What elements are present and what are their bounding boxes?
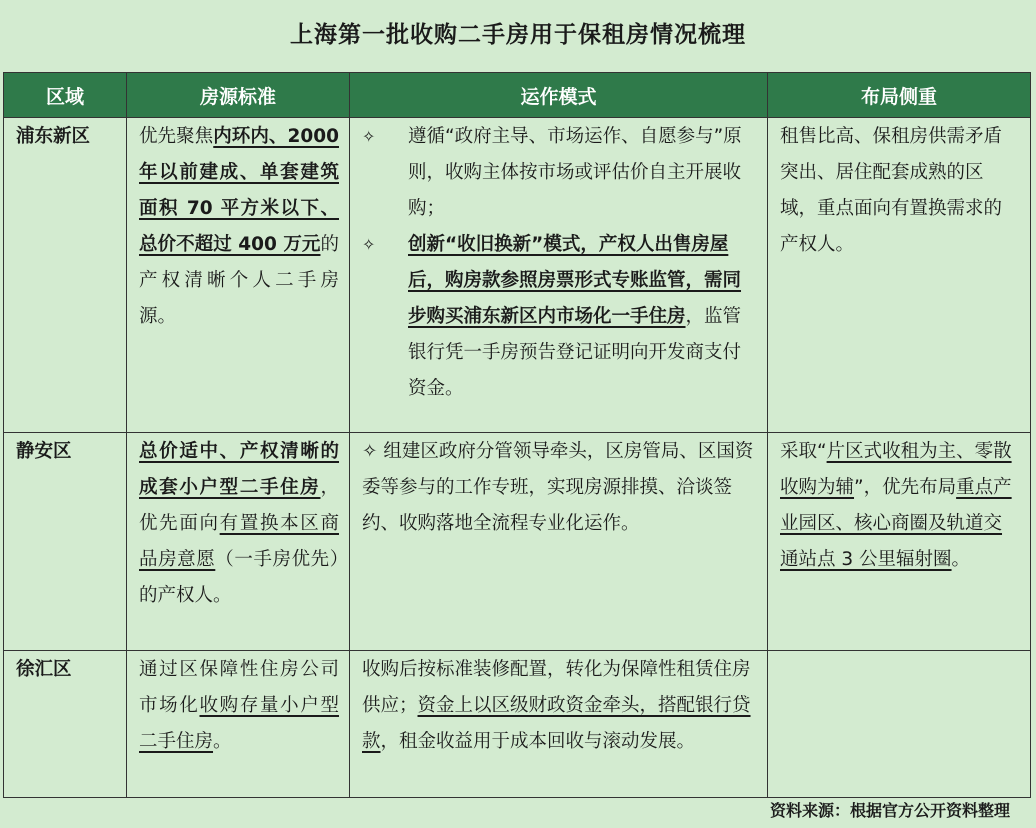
text-segment: 有置换本区商品房意愿 [139,513,339,570]
text-segment: 优先聚焦 [139,126,214,147]
focus-cell [768,433,1031,651]
source-note: 资料来源：根据官方公开资料整理 [769,801,1010,820]
text-segment: 收购后按标准装修配置，转化为保障性租赁住房供应； [362,659,751,716]
text-segment: ，租金收益用于成本回收与滚动发展。 [380,731,696,752]
diamond-icon: ✧ [362,127,376,146]
region-cell: 浦东新区 [4,118,127,433]
policy-table [3,72,1031,798]
standard-cell [127,651,350,798]
focus-cell [768,651,1031,798]
text-segment: ，监管银行凭一手房预告登记证明向开发商支付资金。 [408,306,742,399]
mode-bullet-text [408,227,757,407]
text-segment: （一手房优先）的产权人。 [139,549,339,606]
text-segment: 资金上以区级财政资金牵头，搭配银行贷款 [362,695,751,752]
text-segment: 创新“收旧换新”模式，产权人出售房屋后，购房款参照房票形式专账监管，需同步购买浦东新区内市场化一手住房 [408,234,742,327]
page-title: 上海第一批收购二手房用于保租房情况梳理 [290,22,746,48]
text-segment: 通过区保障性住房公司市场化 [139,659,339,716]
mode-bullet [362,119,757,227]
standard-cell [127,118,350,433]
mode-cell [350,118,768,433]
text-segment: 。 [213,731,232,752]
text-segment: ”，优先布局 [854,477,957,498]
text-segment: 重点产业园区、核心商圈及轨道交通站点 3 公里辐射圈 [780,477,1012,570]
mode-bullet [362,227,757,407]
mode-cell: ✧ 组建区政府分管领导牵头，区房管局、区国资委等参与的工作专班，实现房源排摸、洽谈签约、收购落地全流程专业化运作。 [350,433,768,651]
table-row-jingan [4,433,1031,651]
diamond-icon: ✧ [362,235,376,254]
text-segment: 片区式收租为主、零散收购为辅 [780,441,1012,498]
focus-cell: 租售比高、保租房供需矛盾突出、居住配套成熟的区域，重点面向有置换需求的产权人。 [768,118,1031,433]
mode-cell [350,651,768,798]
text-segment: 内环内、2000 年以前建成、单套建筑面积 70 平方米以下、总价不超过 400 万元 [139,126,339,255]
table-header-row [4,73,1031,118]
text-segment: 。 [951,549,971,570]
text-segment: 采取“ [780,441,827,462]
region-cell: 静安区 [4,433,127,651]
table-row-xuhui [4,651,1031,798]
header-standard: 房源标准 [127,73,350,118]
header-focus: 布局侧重 [768,73,1031,118]
table-row-pudong [4,118,1031,433]
mode-bullet-text: 遵循“政府主导、市场运作、自愿参与”原则，收购主体按市场或评估价自主开展收购； [408,126,742,219]
text-segment: 收购存量小户型二手住房 [139,695,339,752]
standard-cell [127,433,350,651]
text-segment: 的产权清晰个人二手房源。 [139,234,339,327]
header-region: 区域 [4,73,127,118]
text-segment: ，优先面向 [139,477,339,534]
text-segment: 总价适中、产权清晰的成套小户型二手住房 [139,441,339,498]
region-cell: 徐汇区 [4,651,127,798]
header-mode: 运作模式 [350,73,768,118]
